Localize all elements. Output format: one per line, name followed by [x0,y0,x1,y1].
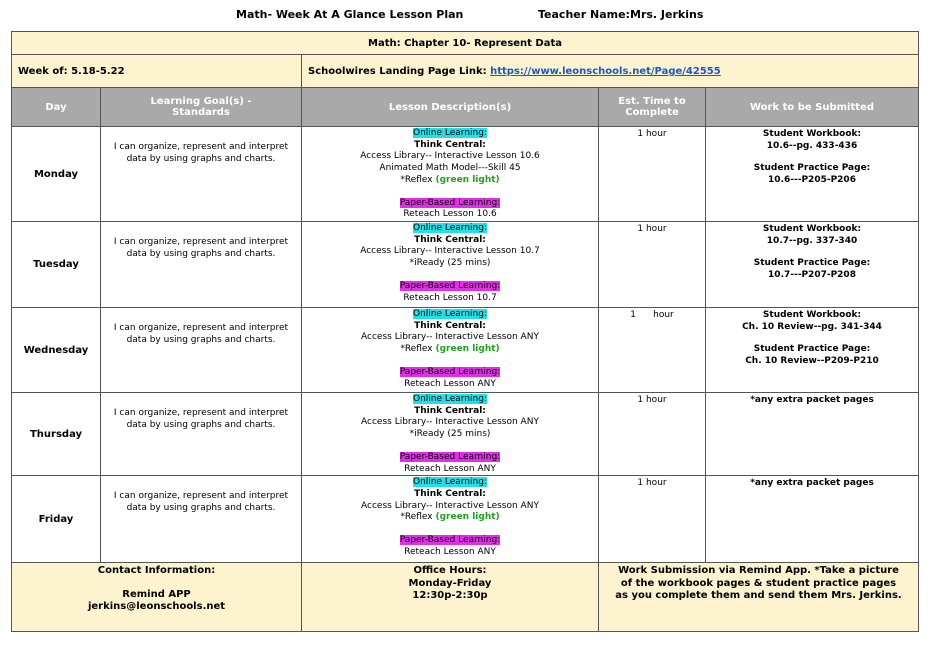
time-cell: 1 hour [599,476,706,563]
lesson-cell [302,127,599,222]
time-cell: 1 hour [599,393,706,476]
goal-cell: I can organize, represent and interpret data by using graphs and charts. [101,393,302,476]
goal-cell: I can organize, represent and interpret data by using graphs and charts. [101,476,302,563]
extra-activity: *iReady (25 mins) [409,258,491,269]
time-cell: 1 hour [599,222,706,308]
extra-activity: *Reflex (green light) [400,512,500,523]
goal-cell: I can organize, represent and interpret data by using graphs and charts. [101,127,302,222]
work-cell: Student Workbook: 10.7--pg. 337-340 Student Practice Page: 10.7---P207-P208 [706,222,919,308]
table-row [12,222,919,308]
reteach-lesson: Reteach Lesson ANY [404,546,496,557]
extra-activity: *iReady (25 mins) [409,429,491,440]
work-cell: *any extra packet pages [706,393,919,476]
table-row [12,308,919,393]
work-submission: Work Submission via Remind App. *Take a picture of the workbook pages & student practice pages as you complete them and send them Mrs. Jerkins. [599,563,919,632]
landing-page-cell [302,55,919,88]
goal-cell: I can organize, represent and interpret data by using graphs and charts. [101,222,302,308]
lesson-cell [302,393,599,476]
week-of: Week of: 5.18-5.22 [12,55,302,88]
column-header-goals: Learning Goal(s) - Standards [101,88,302,127]
access-library: Access Library-- Interactive Lesson ANY [361,417,539,428]
extra-activity: Animated Math Model---Skill 45 [379,163,521,174]
office-hours: Office Hours: Monday-Friday 12:30p-2:30p [302,563,599,632]
paper-learning-label: Paper-Based Learning: [399,197,501,208]
table-row [12,127,919,222]
day-cell: Friday [12,476,101,563]
reteach-lesson: Reteach Lesson 10.7 [403,292,497,303]
reteach-lesson: Reteach Lesson ANY [404,463,496,474]
think-central-label: Think Central: [414,488,486,499]
access-library: Access Library-- Interactive Lesson 10.6 [360,151,540,162]
column-header-work: Work to be Submitted [706,88,919,127]
time-cell: 1 hour [599,308,706,393]
paper-learning-label: Paper-Based Learning: [399,451,501,462]
extra-activity-2: *Reflex (green light) [400,174,500,185]
extra-activity: *Reflex (green light) [400,344,500,355]
access-library: Access Library-- Interactive Lesson ANY [361,332,539,343]
think-central-label: Think Central: [414,234,486,245]
landing-page-label: Schoolwires Landing Page Link: [308,65,487,77]
column-header-time: Est. Time to Complete [599,88,706,127]
think-central-label: Think Central: [414,320,486,331]
day-cell: Monday [12,127,101,222]
online-learning-label: Online Learning: [413,394,487,404]
lesson-cell [302,222,599,308]
day-cell: Thursday [12,393,101,476]
day-cell: Wednesday [12,308,101,393]
work-cell: Student Workbook: 10.6--pg. 433-436 Student Practice Page: 10.6---P205-P206 [706,127,919,222]
column-header-day: Day [12,88,101,127]
contact-info: Contact Information: Remind APP jerkins@leonschools.net [12,563,302,632]
day-cell: Tuesday [12,222,101,308]
work-cell: Student Workbook: Ch. 10 Review--pg. 341-344 Student Practice Page: Ch. 10 Review--P209-P210 [706,308,919,393]
paper-learning-label: Paper-Based Learning: [399,366,501,377]
access-library: Access Library-- Interactive Lesson ANY [361,500,539,511]
lesson-plan-table [11,31,919,632]
online-learning-label: Online Learning: [413,477,487,488]
table-row [12,476,919,563]
time-cell: 1 hour [599,127,706,222]
reteach-lesson: Reteach Lesson 10.6 [403,209,497,220]
goal-cell: I can organize, represent and interpret data by using graphs and charts. [101,308,302,393]
landing-page-link[interactable]: https://www.leonschools.net/Page/42555 [490,65,721,77]
paper-learning-label: Paper-Based Learning: [399,280,501,291]
think-central-label: Think Central: [414,139,486,150]
work-cell: *any extra packet pages [706,476,919,563]
table-row [12,393,919,476]
page-title: Math- Week At A Glance Lesson Plan [236,8,464,21]
teacher-name: Mrs. Jerkins [630,8,704,21]
lesson-cell [302,476,599,563]
column-header-lesson: Lesson Description(s) [302,88,599,127]
lesson-cell [302,308,599,393]
teacher-label: Teacher Name: [538,8,630,21]
online-learning-label: Online Learning: [413,128,487,138]
online-learning-label: Online Learning: [413,309,487,319]
online-learning-label: Online Learning: [413,223,487,233]
reteach-lesson: Reteach Lesson ANY [404,378,496,389]
paper-learning-label: Paper-Based Learning: [399,535,501,546]
think-central-label: Think Central: [414,405,486,416]
access-library: Access Library-- Interactive Lesson 10.7 [360,246,540,257]
chapter-title: Math: Chapter 10- Represent Data [12,32,919,55]
contact-email: jerkins@leonschools.net [87,601,226,613]
